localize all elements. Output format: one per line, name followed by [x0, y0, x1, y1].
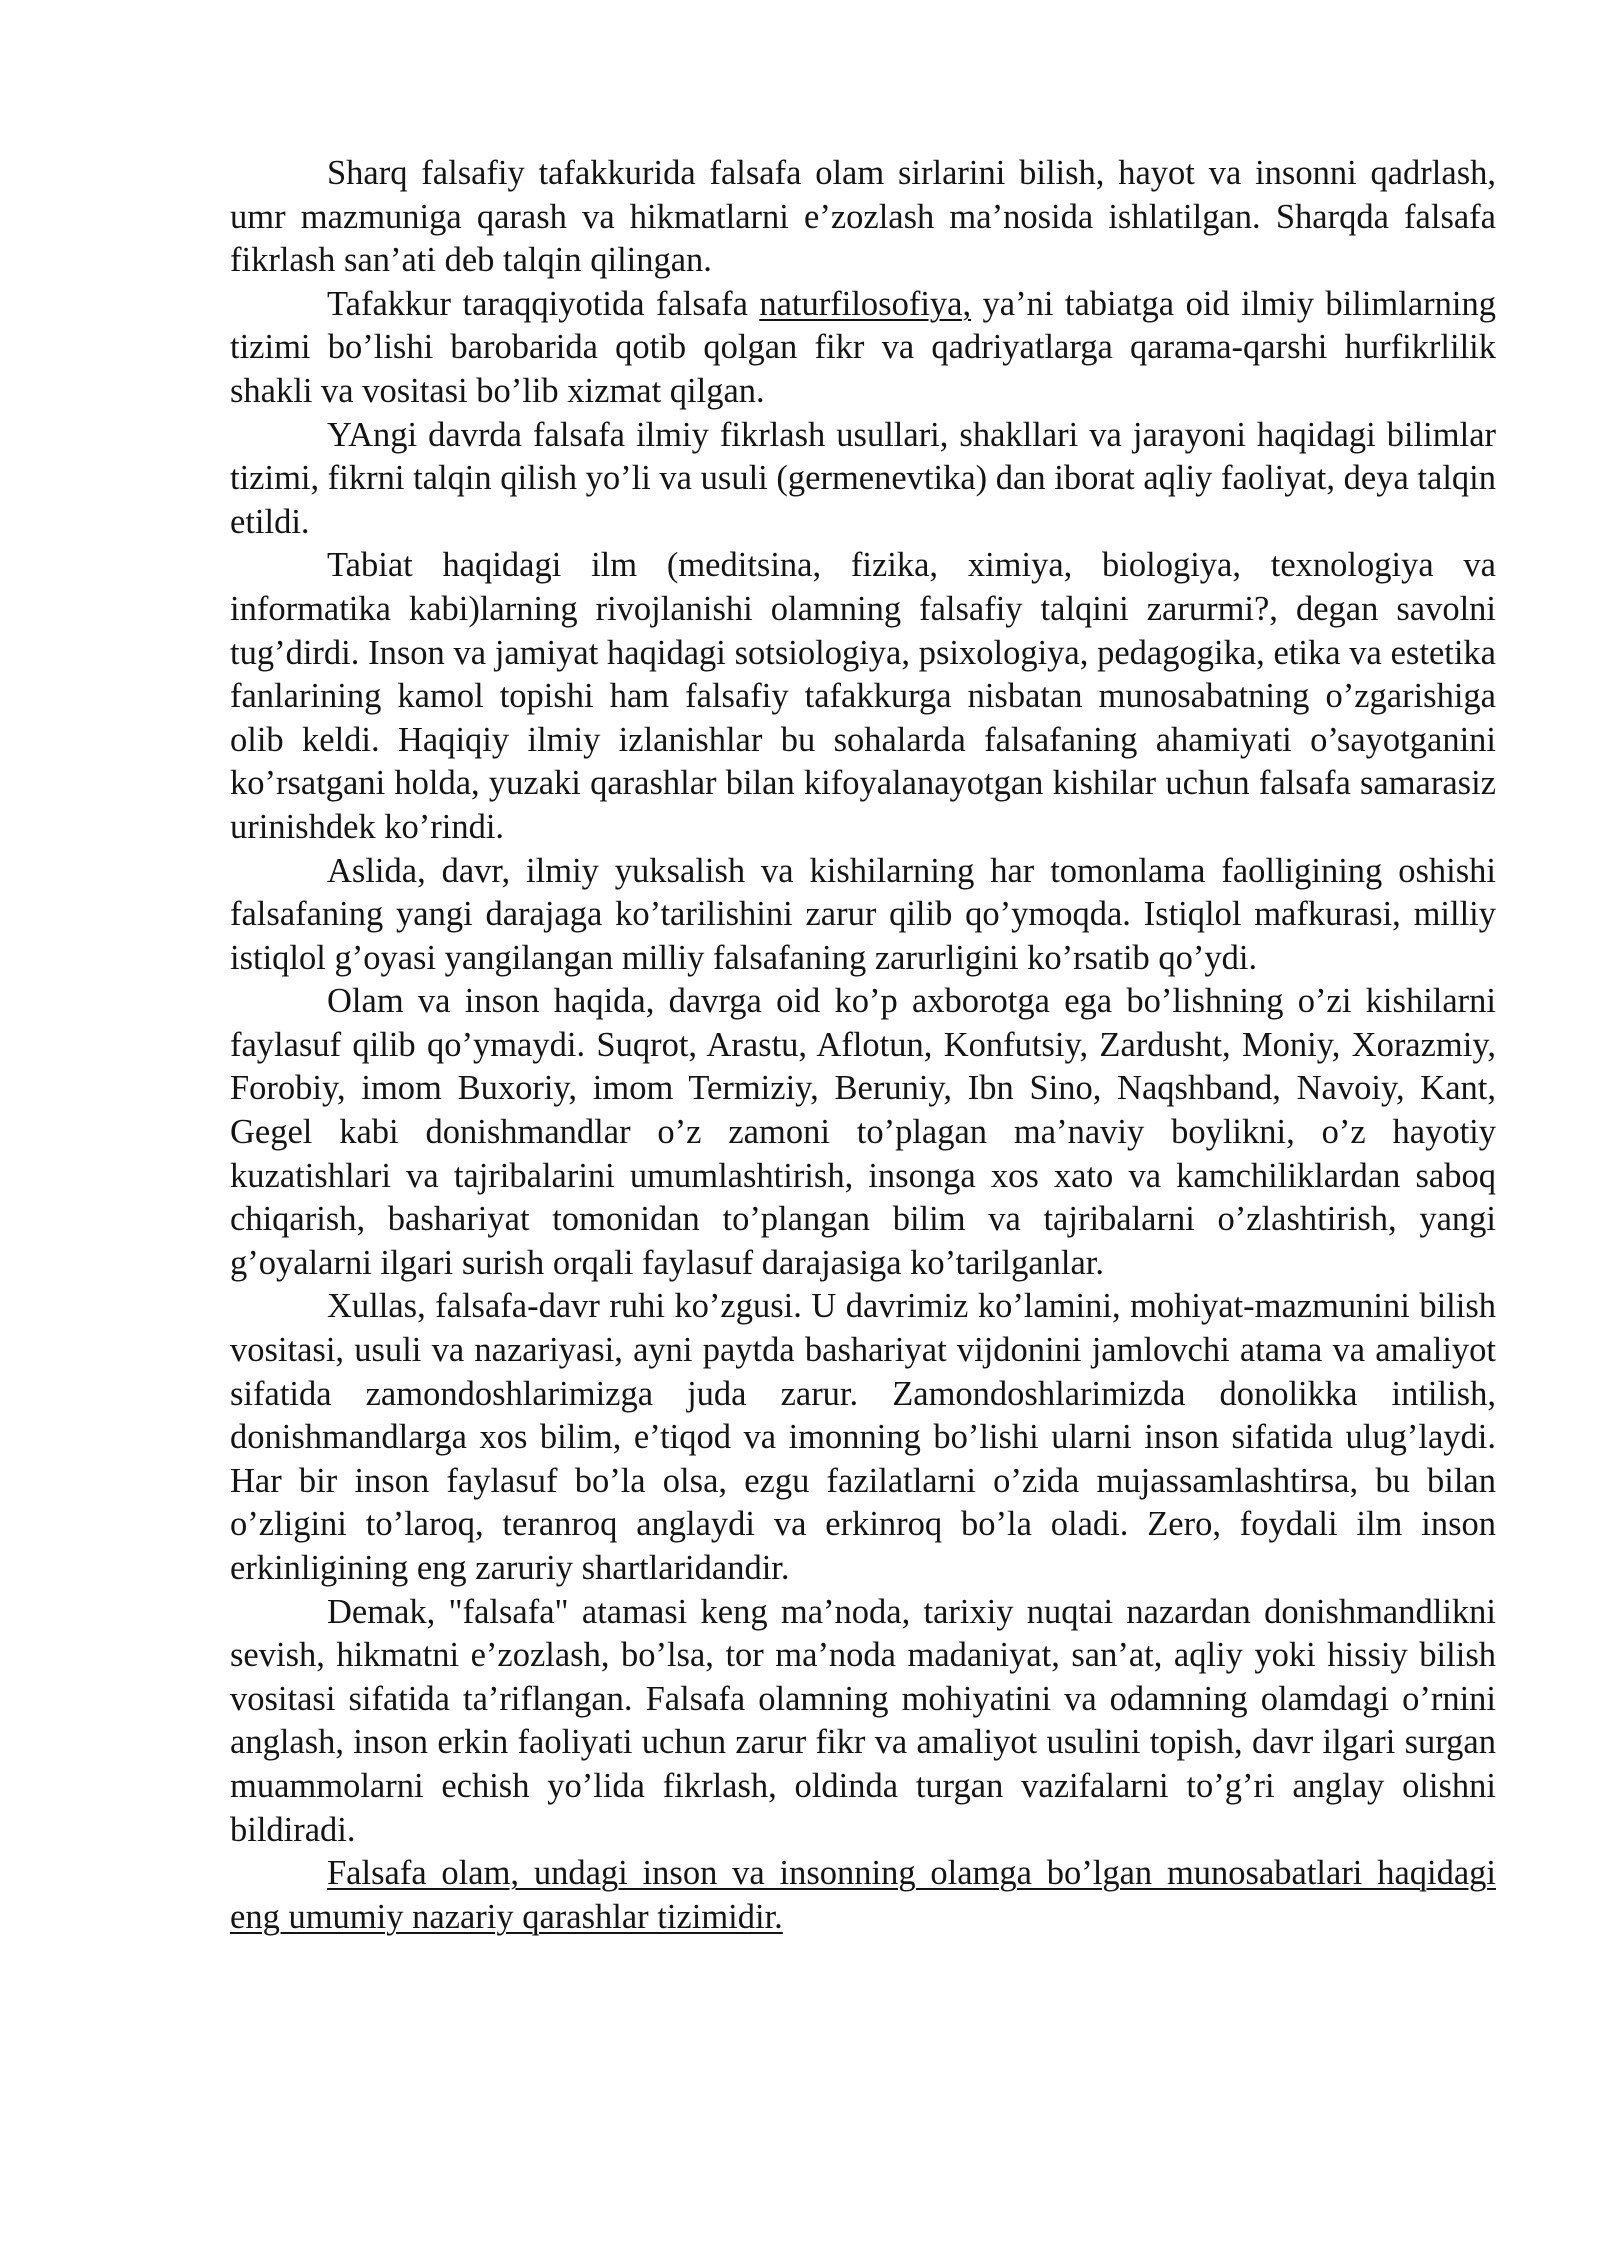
paragraph-text: Sharq falsafiy tafakkurida falsafa olam sirlarini bilish, hayot va insonni qadrlash, umr mazmuniga qarash va hikmatlarni e’zozlash ma’nosida ishlatilgan. Sharqda falsafa fikrlash san’ati deb talqin qilingan.	[230, 154, 1496, 280]
paragraph	[230, 1591, 1496, 1853]
document-body	[230, 152, 1496, 1939]
paragraph	[230, 414, 1496, 545]
paragraph-text: ya’ni tabiatga oid ilmiy bilimlarning tizimi bo’lishi barobarida qotib qolgan fikr va qadriyatlarga qarama-qarshi hurfikrlilik shakli va vositasi bo’lib xizmat qilgan.	[230, 284, 1496, 410]
paragraph-text: Tabiat haqidagi ilm (meditsina, fizika, ximiya, biologiya, texnologiya va informatika kabi)larning rivojlanishi olamning falsafiy talqini zarurmi?, degan savolni tug’dirdi. Inson va jamiyat haqidagi sotsiologiya, psixologiya, pedagogika, etika va estetika fanlarining kamol topishi ham falsafiy tafakkurga nisbatan munosabatning o’zgarishiga olib keldi. Haqiqiy ilmiy izlanishlar bu sohalarda falsafaning ahamiyati o’sayotganini ko’rsatgani holda, yuzaki qarashlar bilan kifoyalanayotgan kishilar uchun falsafa samarasiz urinishdek ko’rindi.	[230, 546, 1496, 846]
paragraph	[230, 152, 1496, 283]
paragraph-text: Aslida, davr, ilmiy yuksalish va kishilarning har tomonlama faolligining oshishi falsafaning yangi darajaga ko’tarilishini zarur qilib qo’ymoqda. Istiqlol mafkurasi, milliy istiqlol g’oyasi yangilangan milliy falsafaning zarurligini ko’rsatib qo’ydi.	[230, 851, 1496, 977]
paragraph	[230, 283, 1496, 414]
paragraph	[230, 850, 1496, 981]
paragraph-text: Olam va inson haqida, davrga oid ko’p axborotga ega bo’lishning o’zi kishilarni faylasuf qilib qo’ymaydi. Suqrot, Arastu, Aflotun, Konfutsiy, Zardusht, Moniy, Xorazmiy, Forobiy, imom Buxoriy, imom Termiziy, Beruniy, Ibn Sino, Naqshband, Navoiy, Kant, Gegel kabi donishmandlar o’z zamoni to’plagan ma’naviy boylikni, o’z hayotiy kuzatishlari va tajribalarini umumlashtirish, insonga xos xato va kamchiliklardan saboq chiqarish, bashariyat tomonidan to’plangan bilim va tajribalarni o’zlashtirish, yangi g’oyalarni ilgari surish orqali faylasuf darajasiga ko’tarilganlar.	[230, 982, 1496, 1282]
paragraph	[230, 980, 1496, 1285]
paragraph	[230, 544, 1496, 849]
paragraph-text: Demak, "falsafa" atamasi keng ma’noda, tarixiy nuqtai nazardan donishmandlikni sevish, hikmatni e’zozlash, bo’lsa, tor ma’noda madaniyat, san’at, aqliy yoki hissiy bilish vositasi sifatida ta’riflangan. Falsafa olamning mohiyatini va odamning olamdagi o’rnini anglash, inson erkin faoliyati uchun zarur fikr va amaliyot usulini topish, davr ilgari surgan muammolarni echish yo’lida fikrlash, oldinda turgan vazifalarni to’g’ri anglay olishni bildiradi.	[230, 1592, 1496, 1849]
paragraph-text: Xullas, falsafa-davr ruhi ko’zgusi. U davrimiz ko’lamini, mohiyat-mazmunini bilish vositasi, usuli va nazariyasi, ayni paytda bashariyat vijdonini jamlovchi atama va amaliyot sifatida zamondoshlarimizga juda zarur. Zamondoshlarimizda donolikka intilish, donishmandlarga xos bilim, e’tiqod va imonning bo’lishi ularni inson sifatida ulug’laydi. Har bir inson faylasuf bo’la olsa, ezgu fazilatlarni o’zida mujassamlashtirsa, bu bilan o’zligini to’laroq, teranroq anglaydi va erkinroq bo’la oladi. Zero, foydali ilm inson erkinligining eng zaruriy shartlaridandir.	[230, 1287, 1496, 1587]
paragraph	[230, 1285, 1496, 1590]
paragraph-text: YAngi davrda falsafa ilmiy fikrlash usullari, shakllari va jarayoni haqidagi bilimlar tizimi, fikrni talqin qilish yo’li va usuli (germenevtika) dan iborat aqliy faoliyat, deya talqin etildi.	[230, 415, 1496, 541]
underlined-definition: Falsafa olam, undagi inson va insonning olamga bo’lgan munosabatlari haqidagi eng umumiy nazariy qarashlar tizimidir.	[230, 1854, 1496, 1936]
definition-paragraph	[230, 1852, 1496, 1939]
paragraph-text: Tafakkur taraqqiyotida falsafa	[327, 284, 760, 323]
underlined-term: naturfilosofiya,	[759, 284, 972, 323]
